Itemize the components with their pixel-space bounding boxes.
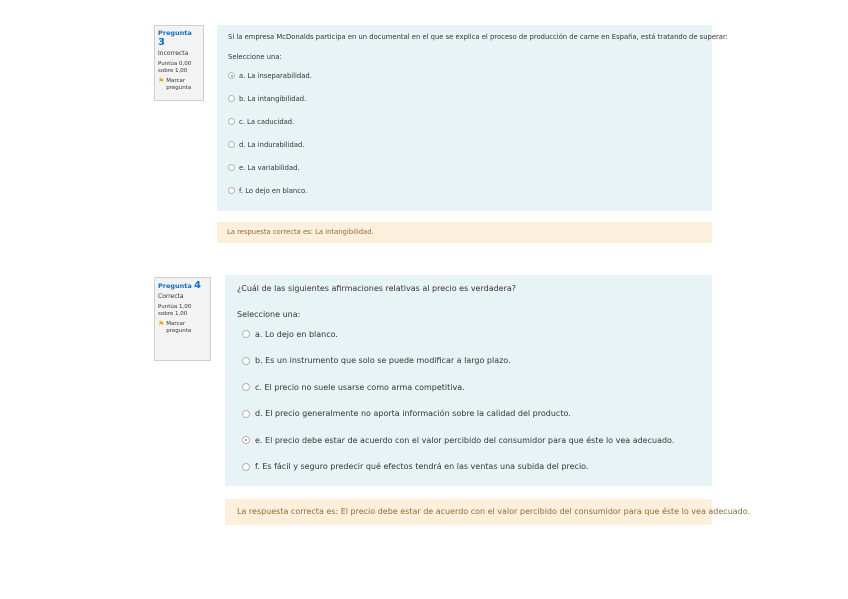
answer-option-label: d. El precio generalmente no aporta información sobre la calidad del producto. — [255, 409, 571, 419]
answer-option-label: a. Lo dejo en blanco. — [255, 329, 338, 339]
radio-button[interactable] — [228, 141, 235, 148]
question-text: ¿Cuál de las siguientes afirmaciones relativas al precio es verdadera? — [237, 284, 517, 293]
answer-option-label: e. El precio debe estar de acuerdo con el valor percibido del consumidor para que éste lo vea adecuado. — [255, 435, 675, 445]
flag-icon: ⚑ — [158, 320, 165, 328]
answer-option-a[interactable] — [237, 321, 700, 348]
question-number — [158, 29, 200, 48]
answer-option-d[interactable] — [228, 133, 701, 156]
answer-option-f[interactable] — [228, 179, 701, 202]
radio-button[interactable] — [228, 118, 235, 125]
question-content-4 — [225, 275, 712, 486]
answer-option-c[interactable] — [228, 110, 701, 133]
radio-button[interactable] — [242, 436, 250, 444]
grade-line-2: sobre 1,00 — [158, 68, 188, 74]
flag-line-1: Marcar — [166, 321, 186, 327]
answer-option-label: f. Lo dejo en blanco. — [239, 186, 308, 195]
question-state: Incorrecta — [158, 50, 189, 57]
question-info-3 — [154, 25, 204, 101]
question-number-value: 3 — [158, 37, 165, 48]
flag-line-1: Marcar — [166, 78, 186, 84]
radio-button[interactable] — [242, 383, 250, 391]
answer-option-label: b. Es un instrumento que solo se puede modificar a largo plazo. — [255, 356, 511, 366]
radio-button[interactable] — [228, 72, 235, 79]
answer-option-e[interactable] — [237, 427, 700, 454]
grade-line-1: Puntúa 0,00 — [158, 61, 192, 67]
answer-option-e[interactable] — [228, 156, 701, 179]
radio-button[interactable] — [228, 187, 235, 194]
radio-button[interactable] — [242, 357, 250, 365]
answer-option-label: c. El precio no suele usarse como arma competitiva. — [255, 382, 465, 392]
flag-question-link[interactable] — [158, 321, 207, 335]
question-state: Correcta — [158, 293, 184, 300]
answer-option-label: b. La intangibilidad. — [239, 94, 307, 103]
question-label: Pregunta — [158, 29, 192, 37]
radio-button[interactable] — [242, 330, 250, 338]
radio-button[interactable] — [228, 164, 235, 171]
question-label: Pregunta — [158, 282, 192, 290]
flag-line-2: pregunta — [166, 85, 192, 91]
question-text: Si la empresa McDonalds participa en un documental en el que se explica el proceso de producción de carne en España, está tratando de superar: — [228, 33, 728, 41]
answer-option-label: f. Es fácil y seguro predecir qué efectos tendrá en las ventas una subida del precio. — [255, 462, 589, 472]
answer-option-a[interactable] — [228, 64, 701, 87]
answer-option-c[interactable] — [237, 374, 700, 401]
answer-prompt: Seleccione una: — [228, 53, 282, 61]
question-content-3 — [217, 25, 728, 211]
question-info-4 — [154, 277, 211, 361]
flag-line-2: pregunta — [166, 328, 192, 334]
answer-option-b[interactable] — [228, 87, 701, 110]
question-grade — [158, 304, 207, 318]
question-grade — [158, 61, 200, 75]
answer-option-label: e. La variabilidad. — [239, 163, 300, 172]
flag-question-link[interactable] — [158, 78, 200, 92]
answer-option-label: c. La caducidad. — [239, 117, 295, 126]
answer-option-d[interactable] — [237, 401, 700, 428]
radio-button[interactable] — [228, 95, 235, 102]
question-number — [158, 281, 207, 291]
radio-button[interactable] — [242, 463, 250, 471]
answer-option-label: a. La inseparabilidad. — [239, 71, 312, 80]
radio-button[interactable] — [242, 410, 250, 418]
flag-icon: ⚑ — [158, 77, 165, 85]
answer-option-f[interactable] — [237, 454, 700, 481]
answer-option-label: d. La indurabilidad. — [239, 140, 305, 149]
question-feedback: La respuesta correcta es: El precio debe estar de acuerdo con el valor percibido del consumidor para que éste lo vea adecuado. — [225, 499, 712, 525]
question-feedback: La respuesta correcta es: La intangibilidad. — [217, 222, 712, 243]
question-number-value: 4 — [194, 280, 202, 291]
grade-line-2: sobre 1,00 — [158, 311, 188, 317]
answer-prompt: Seleccione una: — [237, 310, 301, 319]
grade-line-1: Puntúa 1,00 — [158, 304, 192, 310]
answer-option-b[interactable] — [237, 348, 700, 375]
